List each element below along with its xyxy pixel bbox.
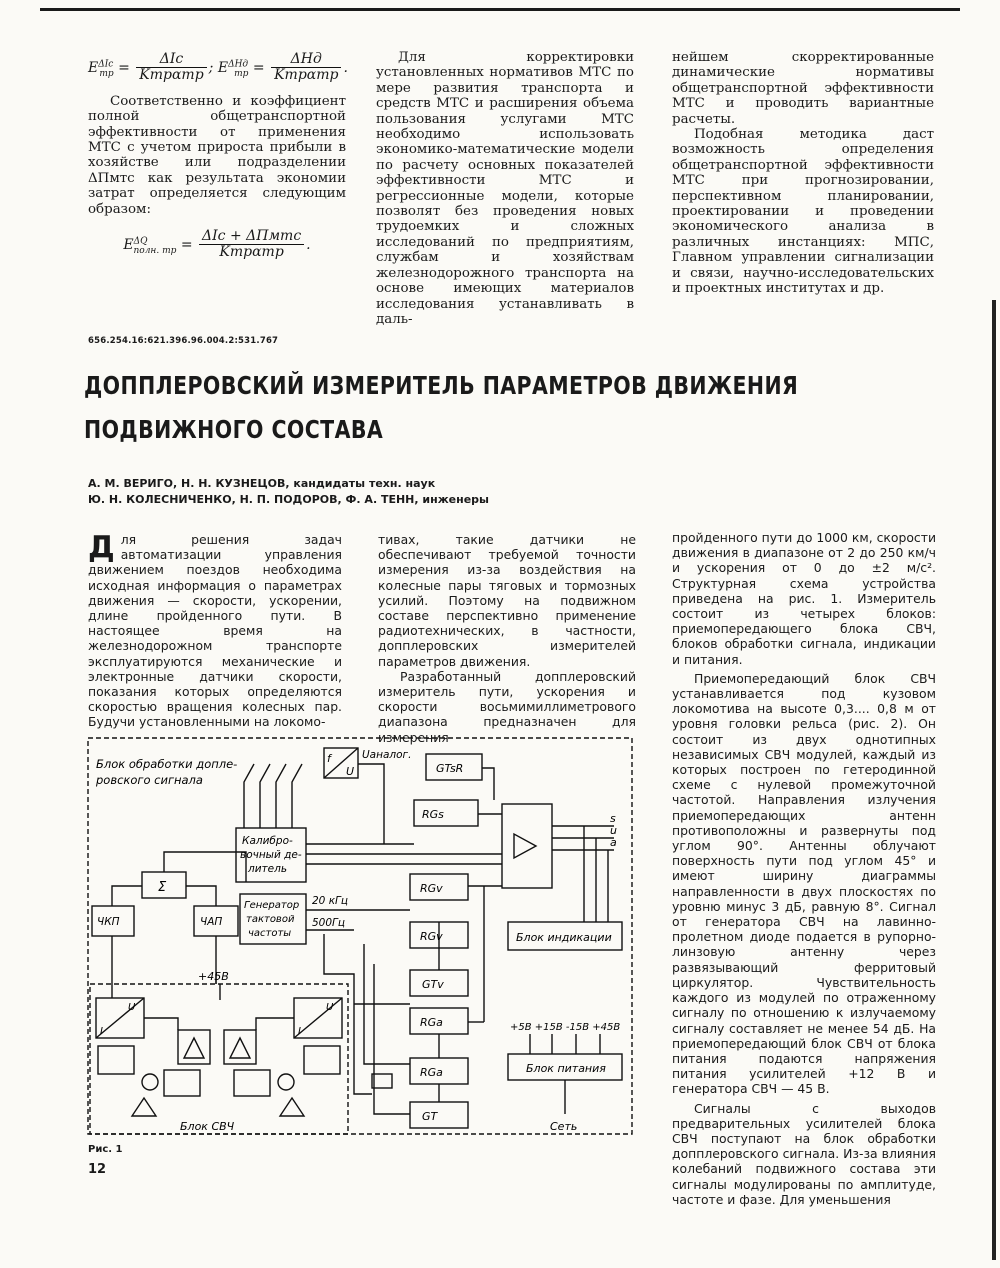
formula-1-num: ΔIс	[136, 52, 206, 68]
u-analog-label: Uаналог.	[362, 749, 412, 761]
f20-label: 20 кГц	[312, 895, 349, 907]
top-column-1	[88, 48, 346, 265]
gt-label: GT	[422, 1110, 438, 1123]
calib-label-3: литель	[248, 863, 288, 875]
svch-left-i-label: I	[100, 1026, 103, 1037]
power-block-label: Блок питания	[526, 1062, 606, 1075]
svch-left-u-label: U	[128, 1002, 136, 1013]
small-switch-box	[372, 1074, 392, 1088]
drop-cap: Д	[88, 530, 115, 565]
formula-1-lhs-sup: ΔIс	[98, 59, 114, 70]
article-col1-text: ля решения задач автоматизации управления движением поездов необходима исходная информация о параметрах движения — скорости, ускорении, длине пройденного пути. В настоящее время на железнодорожном транспорте эксплуатируются механические и электронные датчики скорости, показания которых определяются скоростью вращения колесных пар. Будучи установленными на локомо-	[88, 532, 342, 730]
network-label: Сеть	[550, 1120, 578, 1133]
processing-block-label-2: ровского сигнала	[96, 773, 203, 787]
formula-1b-lhs: E	[217, 59, 229, 76]
sigma-label: Σ	[158, 880, 167, 895]
formula-1b-num: ΔHд	[271, 52, 341, 68]
top-col3-paragraph-1: нейшем скорректированные динамические нормативы общетранспортной эффективности МТС и проводить вариантные расчеты.	[672, 50, 934, 127]
formula-2-lhs-sub: полн. тр	[133, 245, 177, 256]
top-column-3	[672, 50, 934, 297]
formula-1-lhs-sub: тр	[99, 68, 114, 79]
formula-2-lhs-sup: ΔQ	[133, 236, 148, 247]
top-rule	[40, 8, 960, 11]
svch-right-amp-box	[224, 1030, 256, 1064]
out-a-label: a	[610, 836, 617, 849]
generator-label-1: Генератор	[244, 900, 300, 911]
top-col3-paragraph-2: Подобная методика даст возможность определения общетранспортной эффективности МТС при прогнозировании, перспективном планировании, проектировании и проведении экономического анализа в различных инстанциях: МПС, Главном управлении сигнализации и связи, научно-исследовательских и проектных институтах и др.	[672, 127, 934, 297]
formula-1: $E^{\Delta Iс}_{тр}$ = $\frac{\text{ΔIс}}{\text{Kтрαтр}}$ ; $E^{\Delta Hд}_{тр}$ = $\frac{\text{ΔHд}}{\text{Kтрαтр}}$ .	[88, 51, 348, 84]
amplifier-triangle-icon	[514, 834, 536, 858]
generator-label-2: тактовой	[246, 914, 295, 925]
authors-line-1: А. М. ВЕРИГО, Н. Н. КУЗНЕЦОВ,	[88, 477, 290, 490]
article-column-2	[378, 532, 636, 745]
formula-1-lhs: E	[88, 59, 99, 76]
page-edge-shadow	[992, 300, 996, 1260]
svch-right-mixer-box	[234, 1070, 270, 1096]
top-column-2	[376, 50, 634, 327]
output-amplifier-box	[502, 804, 552, 888]
formula-2: $E^{\Delta Q}_{полн. тр}$ = $\frac{\text{ΔIс + ΔПмтс}}{\text{Kтрαтр}}$ .	[123, 228, 311, 261]
article-col3-paragraph-2: Приемопередающий блок СВЧ устанавливается под кузовом локомотива на высоте 0,3.... 0,8 м от уровня головки рельса (рис. 2). Он состоит из двух однотипных независимых СВЧ модулей, каждый из которых построен по гетеродинной схеме с нулевой промежуточной частотой. Направления излучения приемопередающих антенн противоположны и развернуты под углом 90°. Антенны облучают поверхность пути под углом 45° и имеют ширину диаграммы направленности в двух плоскостях по уровню минус 3 дБ, равную 8°. Сигнал от генератора СВЧ на лавинно-пролетном диоде подается в рупорно-линзовую антенну через развязывающий ферритовый циркулятор. Чувствительность каждого из модулей по отраженному сигналу по отношению к излучаемому сигналу составляет не менее 54 дБ. На приемопередающий блок СВЧ от блока питания подаются напряжения питания усилителей +12 В и генератора СВЧ — 45 В.	[672, 670, 936, 1097]
chkp-label: ЧКП	[97, 916, 120, 928]
formula-2-den: Kтрαтр	[219, 244, 284, 261]
top-col2-paragraph: Для корректировки установленных нормативов МТС по мере развития транспорта и средств МТС и расширения объема пользования услугами МТС необходимо использовать экономико-математические модели по расчету основных показателей эффективности МТС и регрессионные модели, которые позволят без проведения новых трудоемких и сложных исследований по предприятиям, службам и хозяйствам железнодорожного транспорта на основе имеющих материалов исследования устанавливать в даль-	[376, 50, 634, 327]
calib-label-2: вочный де-	[240, 849, 302, 861]
page-number: 12	[88, 1162, 107, 1177]
article-title-line-2: ПОДВИЖНОГО СОСТАВА	[84, 415, 384, 444]
f500-label: 500Гц	[312, 917, 346, 929]
indication-block-label: Блок индикации	[516, 931, 612, 944]
formula-1b-lhs-sub: тр	[234, 68, 249, 79]
formula-1b-lhs-sup: ΔHд	[228, 59, 249, 70]
authors-role-1: кандидаты техн. наук	[293, 477, 436, 490]
rga-label-1: RGa	[420, 1016, 443, 1029]
authors-line-2: Ю. Н. КОЛЕСНИЧЕНКО, Н. П. ПОДОРОВ, Ф. А. ТЕНН,	[88, 493, 419, 506]
voltages-label: +5В +15В -15В +45В	[510, 1022, 621, 1033]
article-col3-paragraph-1: пройденного пути до 1000 км, скорости движения в диапазоне от 2 до 250 км/ч и ускорения от 0 до ±2 м/с². Структурная схема устройства приведена на рис. 1. Измеритель состоит из четырех блоков: приемопередающего блока СВЧ, блоков обработки сигнала, индикации и питания.	[672, 530, 936, 667]
article-column-1	[88, 532, 342, 730]
svch-right-i-label: I	[298, 1026, 301, 1037]
calib-label-1: Калибро-	[242, 835, 293, 847]
svch-right-filter-box	[304, 1046, 340, 1074]
circulator-left-icon	[142, 1074, 158, 1090]
article-title-line-1: ДОППЛЕРОВСКИЙ ИЗМЕРИТЕЛЬ ПАРАМЕТРОВ ДВИЖЕНИЯ	[84, 371, 799, 400]
gt-box	[410, 1102, 468, 1128]
block-diagram	[84, 734, 644, 1142]
udc-code: 656.254.16:621.396.96.004.2:531.767	[88, 336, 279, 346]
svch-right-u-label: U	[326, 1002, 334, 1013]
svch-left-filter-box	[98, 1046, 134, 1074]
article-col2-paragraph-1: тивах, такие датчики не обеспечивают требуемой точности измерения из-за воздействия на колесные пары тяговых и тормозных усилий. Поэтому на подвижном составе перспективно применение радиотехнических, в частности, допплеровских измерителей параметров движения.	[378, 532, 636, 669]
chap-label: ЧАП	[200, 916, 223, 928]
svch-left-mixer-box	[164, 1070, 200, 1096]
article-column-3	[672, 530, 936, 1207]
rgv-label-2: RGv	[420, 930, 443, 943]
formula-2-num: ΔIс + ΔПмтс	[199, 229, 304, 245]
formula-1-den: Kтрαтр	[139, 67, 204, 84]
formula-1b-den: Kтрαтр	[274, 67, 339, 84]
top-col1-paragraph: Соответственно и коэффициент полной общетранспортной эффективности от применения МТС с учетом прироста прибыли в хозяйстве или подразделении ΔПмтс как результата экономии затрат определяется следующим образом:	[88, 93, 346, 217]
svch-left-amp-box	[178, 1030, 210, 1064]
f-label: f	[327, 752, 331, 765]
article-col3-paragraph-3: Сигналы с выходов предварительных усилителей блока СВЧ поступают на блок обработки допплеровского сигнала. Из-за влияния колебаний подвижного состава эти сигналы модулированы по амплитуде, частоте и фазе. Для уменьшения	[672, 1100, 936, 1207]
circulator-right-icon	[278, 1074, 294, 1090]
authors-role-2: инженеры	[422, 493, 490, 506]
out-s-label: s	[610, 812, 616, 825]
article-col2-paragraph-2: Разработанный допплеровский измеритель пути, ускорения и скорости восьмимиллиметрового диапазона предназначен для измерения	[378, 668, 636, 745]
rga-label-2: RGa	[420, 1066, 443, 1079]
antenna-left-icon	[132, 1098, 156, 1116]
figure-caption: Рис. 1	[88, 1144, 123, 1155]
out-u-label: u	[610, 824, 617, 837]
formula-2-lhs: E	[123, 236, 134, 253]
antenna-right-icon	[280, 1098, 304, 1116]
rgs-label: RGs	[422, 808, 444, 821]
gtv-label: GTv	[422, 978, 444, 991]
authors	[88, 476, 489, 508]
rgv-label-1: RGv	[420, 882, 443, 895]
processing-block-label-1: Блок обработки допле-	[96, 757, 238, 771]
plus45-label: +45В	[198, 970, 229, 983]
generator-label-3: частоты	[248, 928, 292, 939]
article-title	[84, 364, 798, 452]
gtsr-label: GTsR	[436, 762, 464, 775]
svch-block-label: Блок СВЧ	[180, 1120, 235, 1133]
u-label: U	[346, 765, 355, 778]
